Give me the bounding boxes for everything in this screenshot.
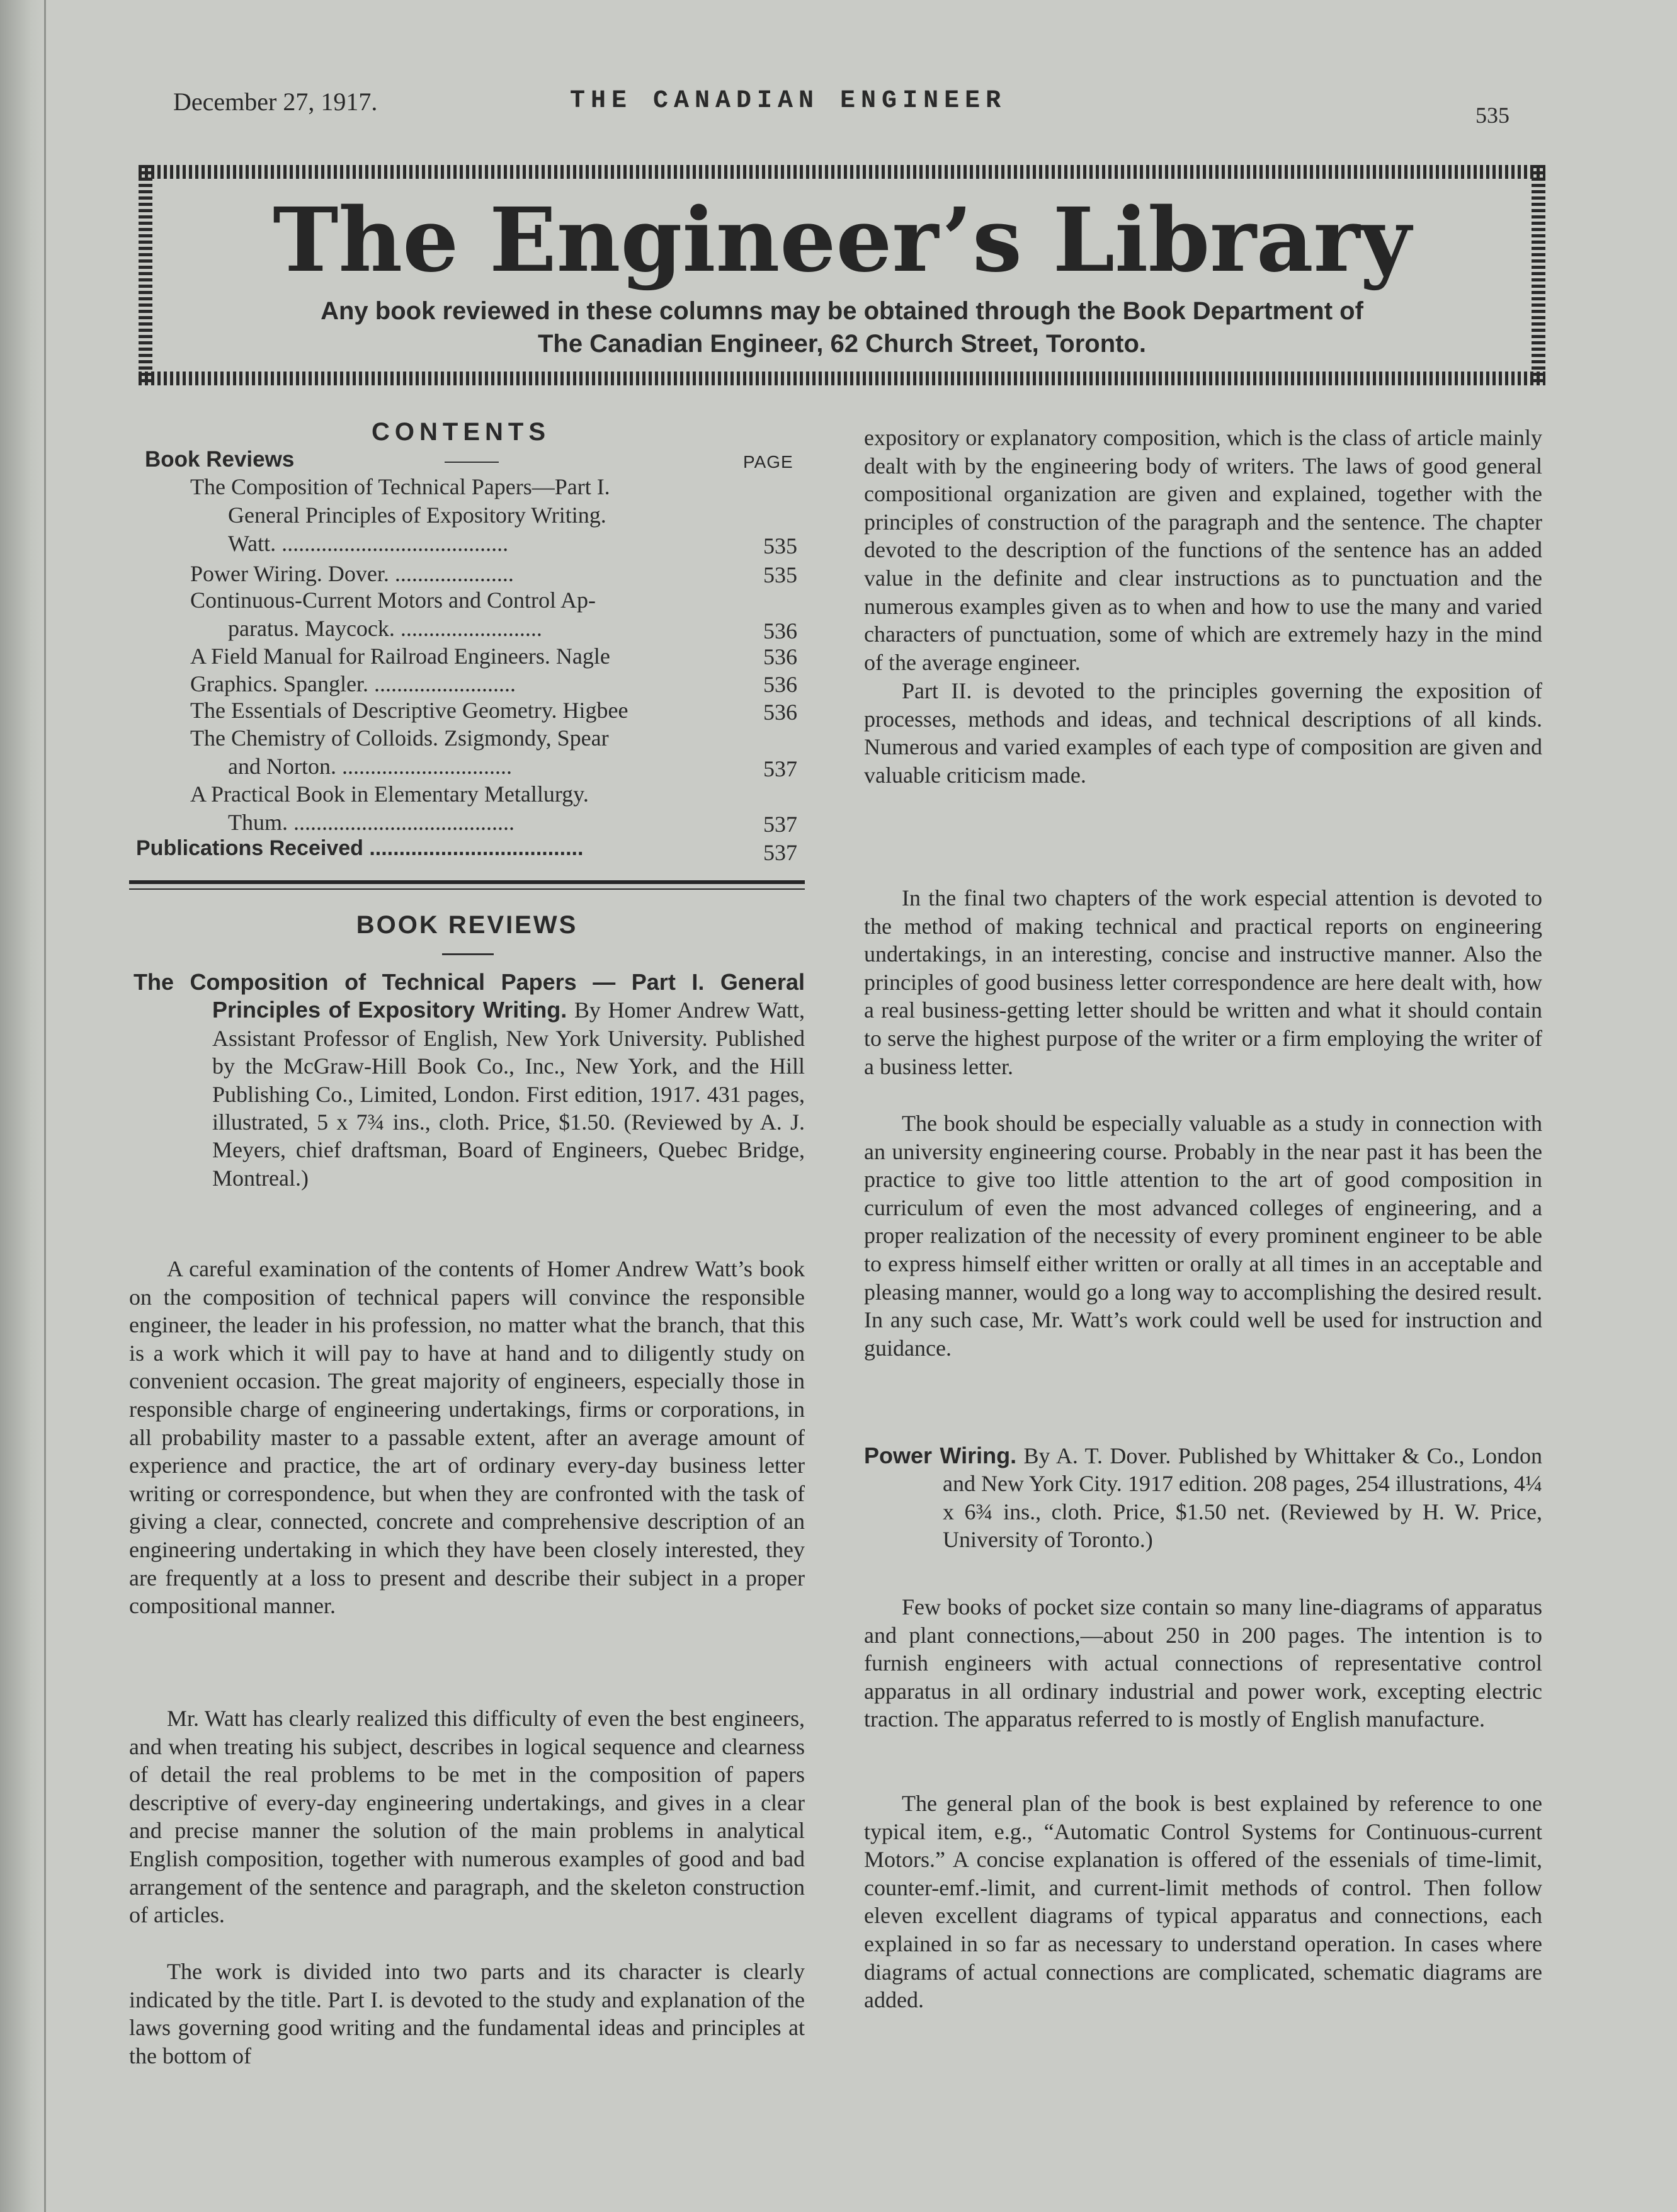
toc-page-number: 537 <box>763 812 797 837</box>
review1-paragraph: Mr. Watt has clearly realized this difficulty of even the best engineers, and when treating his subject, describes in logical sequence and clearness of detail the real problems to be met in the composition of papers descriptive of every-day engineering undertakings, and gives in a clear and precise manner the solution of the main problems in analytical English composition, together with numerous examples of good and bad arrangement of the sentence and paragraph, and the skeleton construction of articles. <box>129 1706 805 1928</box>
toc-line[interactable]: Continuous-Current Motors and Control Ap- <box>190 587 596 613</box>
review2-citation: By A. T. Dover. Published by Whittaker & Co., London and New York City. 1917 edition. 208 pages, 254 illustrations, 4¼ x 6¾ ins., cloth. Price, $1.50 net. (Reviewed by H. W. Price, University of Toronto.) <box>943 1443 1543 1553</box>
banner-border-bottom <box>139 372 1545 385</box>
binding-gutter <box>0 0 44 2212</box>
binding-edge <box>44 0 46 2212</box>
review1-paragraph: The book should be especially valuable as a study in connection with an university engineering course. Probably in the near past it has been the practice to give too little attention to the art of good composition in curriculum of even the most advanced colleges of engineering, and a proper realization of the necessity of every prominent engineer to be able to express himself either written or orally at all times in an acceptable and pleasing manner, would go a long way to accomplishing the desired result. In any such case, Mr. Watt’s work could well be used for instruction and guidance. <box>864 1111 1542 1361</box>
toc-page-number: 536 <box>763 672 797 697</box>
toc-page-number: 536 <box>763 618 797 644</box>
banner-subtitle-line2: The Canadian Engineer, 62 Church Street, Toronto. <box>537 330 1147 358</box>
contents-rule-thick <box>129 880 805 884</box>
toc-page-header: PAGE <box>743 452 793 472</box>
review2-entry <box>864 1442 1542 1554</box>
toc-page-number: 537 <box>763 756 797 781</box>
toc-line[interactable]: The Chemistry of Colloids. Zsigmondy, Spear <box>190 725 609 751</box>
toc-line[interactable]: General Principles of Expository Writing. <box>228 502 606 528</box>
toc-line[interactable]: paratus. Maycock. ......................... <box>228 616 542 641</box>
review1-paragraph: The work is divided into two parts and its character is clearly indicated by the title. Part I. is devoted to the study and explanation of the laws governing good writing and the fundamental ideas and principles at the bottom of <box>129 1959 805 2068</box>
toc-page-number: 535 <box>763 562 797 587</box>
toc-page-number: 535 <box>763 533 797 559</box>
review1-citation: By Homer Andrew Watt, Assistant Professor of English, New York University. Published by the McGraw-Hill Book Co., Inc., New York, and the Hill Publishing Co., Limited, London. First edition, 1917. 431 pages, illustrated, 5 x 7¾ ins., cloth. Price, $1.50. (Reviewed by A. J. Meyers, chief draftsman, Board of Engineers, Quebec Bridge, Montreal.) <box>212 997 805 1191</box>
banner-border-top <box>139 165 1545 179</box>
contents-rule-thin <box>129 888 805 890</box>
review1-title: The Composition of Technical Papers — Part I. General Principles of Expository Writing. <box>134 969 805 1023</box>
running-head-date: December 27, 1917. <box>173 88 378 116</box>
review1-paragraph: Part II. is devoted to the principles governing the exposition of processes, methods and ideas, and technical descriptions of all kinds. Numerous and varied examples of each type of composition are given and valuable criticism made. <box>864 678 1542 788</box>
library-banner <box>139 165 1545 385</box>
toc-publications-received[interactable]: Publications Received .................................... <box>136 836 584 860</box>
review1-paragraph: expository or explanatory composition, which is the class of article mainly dealt with by the engineering body of writers. The laws of good general compositional organization are given and explained, together with the principles of construction of the paragraph and the sentence. The chapter devoted to the description of the functions of the sentence has an added value in the definite and clear instructions as to punctuation and the numerous examples given as to when and how to use the many and varied characters of punctuation, some of which are extremely hazy in the mind of the average engineer. <box>864 425 1542 675</box>
toc-line[interactable]: A Field Manual for Railroad Engineers. Nagle <box>190 644 610 669</box>
toc-line[interactable]: The Essentials of Descriptive Geometry. Higbee <box>190 698 628 723</box>
review1-paragraph: A careful examination of the contents of Homer Andrew Watt’s book on the composition of technical papers will convince the responsible engineer, the leader in his profession, no matter what the branch, that this is a work which it will pay to have at hand and to diligently study on convenient occasion. The great majority of engineers, especially those in responsible charge of engineering undertakings, firms or corporations, in all probability master to a passable extent, after an average amount of experience and practice, the art of ordinary every-day business letter writing or correspondence, but when they are confronted with the task of giving a clear, connected, concrete and comprehensive description of an engineering undertaking in which they have been closely interested, they are frequently at a loss to present and describe their subject in a proper compositional manner. <box>129 1256 805 1619</box>
heading-rule <box>442 953 494 955</box>
banner-subtitle-line1: Any book reviewed in these columns may be obtained through the Book Department of <box>321 297 1363 325</box>
review2-paragraph: The general plan of the book is best explained by reference to one typical item, e.g., “Automatic Control Systems for Continuous-current Motors.” A concise explanation is offered of the essenials of time-limit, counter-emf.-limit, and current-limit methods of control. Then follow eleven excellent diagrams of typical apparatus and connections, each explained in so far as necessary to understand operation. In cases where diagrams of actual connections are complicated, schematic diagrams are added. <box>864 1791 1542 2013</box>
book-reviews-heading: BOOK REVIEWS <box>356 911 578 939</box>
toc-page-number: 536 <box>763 644 797 669</box>
toc-line[interactable]: Thum. ....................................... <box>228 810 514 835</box>
toc-page-number: 537 <box>763 840 797 865</box>
banner-title: The Engineer’s Library <box>273 189 1411 292</box>
toc-line[interactable]: Graphics. Spangler. ......................... <box>190 671 516 696</box>
review1-entry <box>134 968 805 1192</box>
toc-line[interactable]: Watt. ........................................ <box>228 531 509 556</box>
contents-heading: CONTENTS <box>372 418 550 446</box>
toc-line[interactable]: and Norton. .............................. <box>228 754 512 779</box>
review2-title: Power Wiring. <box>864 1443 1017 1468</box>
toc-line[interactable]: A Practical Book in Elementary Metallurgy. <box>190 781 589 807</box>
review1-paragraph: In the final two chapters of the work especial attention is devoted to the method of making technical and practical reports on engineering undertakings, in an interesting, concise and instructive manner. Also the principles of good business letter correspondence are here dealt with, how a real business-getting letter should be written and what it should contain to serve the highest purpose of the writer or a firm employing the writer of a business letter. <box>864 885 1542 1079</box>
toc-page-number: 536 <box>763 700 797 725</box>
toc-section-book-reviews: Book Reviews <box>145 447 295 472</box>
toc-line[interactable]: Power Wiring. Dover. ..................... <box>190 561 514 586</box>
review2-paragraph: Few books of pocket size contain so many line-diagrams of apparatus and plant connections,—about 250 in 200 pages. The intention is to furnish engineers with actual connections of representative control apparatus in all ordinary industrial and power work, excepting electric traction. The apparatus referred to is mostly of English manufacture. <box>864 1594 1542 1732</box>
toc-line[interactable]: The Composition of Technical Papers—Part I. <box>190 474 610 499</box>
running-head-publication: THE CANADIAN ENGINEER <box>570 87 1007 115</box>
toc-rule <box>445 462 499 463</box>
page-number: 535 <box>1475 103 1509 128</box>
